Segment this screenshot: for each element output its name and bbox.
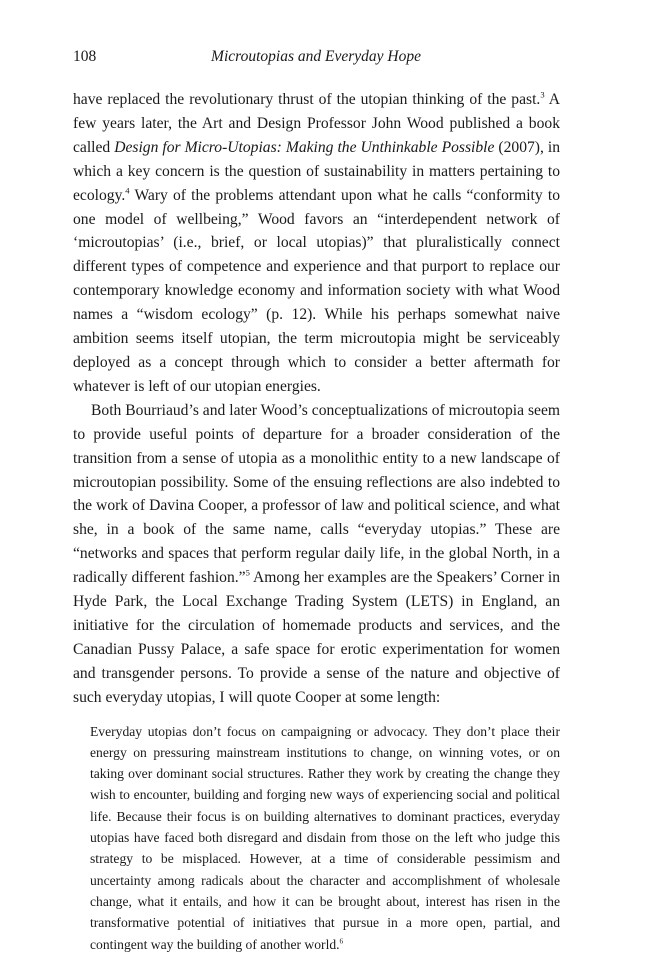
footnote-ref-6: 6 (339, 935, 344, 945)
footnote-ref-3: 3 (540, 89, 545, 100)
paragraph-1-text-c: (2007), in which a key concern is the question of sustainability in matters pertaining to ecology. (73, 138, 560, 204)
block-quote-text: Everyday utopias don’t focus on campaigning or advocacy. They don’t place their energy on pressuring mainstream institutions to change, on winning votes, or on taking over dominant social structures. Rather they work by creating the change they wish to encounter, building and forging new ways of experiencing social and political life. Because their focus is on building alternatives to dominant practices, everyday utopias have faced both disregard and disdain from those on the left who judge this strategy to be misplaced. However, at a time of considerable pessimism and uncertainty among radicals about the character and accomplishment of wholesale change, what it entails, and how it can be brought about, interest has risen in the transformative potential of initiatives that pursue in a more open, partial, and contingent way the building of another world. (90, 723, 560, 952)
paragraph-1-text-b: A few years later, the Art and Design Professor John Wood published a book called (73, 91, 560, 156)
page-number: 108 (73, 48, 97, 65)
running-head: Microutopias and Everyday Hope (211, 48, 421, 65)
block-quote (90, 721, 560, 955)
paragraph-2-text-a: Both Bourriaud’s and later Wood’s conceptualizations of microutopia seem to provide useful points of departure for a broader consideration of the transition from a sense of utopia as a monolithic entity to a new landscape of microutopian possibility. Some of the ensuing reflections are also indebted to the work of Davina Cooper, a professor of law and political science, and what she, in a book of the same name, calls “everyday utopias.” These are “networks and spaces that perform regular daily life, in the global North, in a radically different fashion.” (73, 401, 560, 587)
paragraph-1-text-a: have replaced the revolutionary thrust of the utopian thinking of the past. (73, 91, 541, 108)
page-header (73, 46, 559, 68)
paragraph-2-text-b: Among her examples are the Speakers’ Corner in Hyde Park, the Local Exchange Trading System (LETS) in England, an initiative for the circulation of homemade products and services, and the Canadian Pussy Palace, a safe space for erotic experimentation for women and transgender persons. To provide a sense of the nature and objective of such everyday utopias, I will quote Cooper at some length: (73, 569, 561, 706)
book-title: Design for Micro-Utopias: Making the Unthinkable Possible (114, 138, 495, 156)
paragraph-1-text-d: Wary of the problems attendant upon what he calls “conformity to one model of wellbeing,” Wood favors an “interdependent network of ‘microutopias’ (i.e., brief, or local utopias)” that pluralistically connect different types of competence and experience and that purport to replace our contemporary knowledge economy and information society with what Wood names a “wisdom ecology” (p. 12). While his perhaps somewhat naive ambition seems itself utopian, the term microutopia might be serviceably deployed as a concept through which to consider a better aftermath for whatever is left of our utopian energies. (73, 186, 560, 395)
paragraph-1 (73, 88, 560, 399)
footnote-ref-5: 5 (245, 567, 250, 578)
paragraph-2 (73, 399, 560, 710)
footnote-ref-4: 4 (125, 185, 130, 196)
body-text (73, 88, 560, 955)
